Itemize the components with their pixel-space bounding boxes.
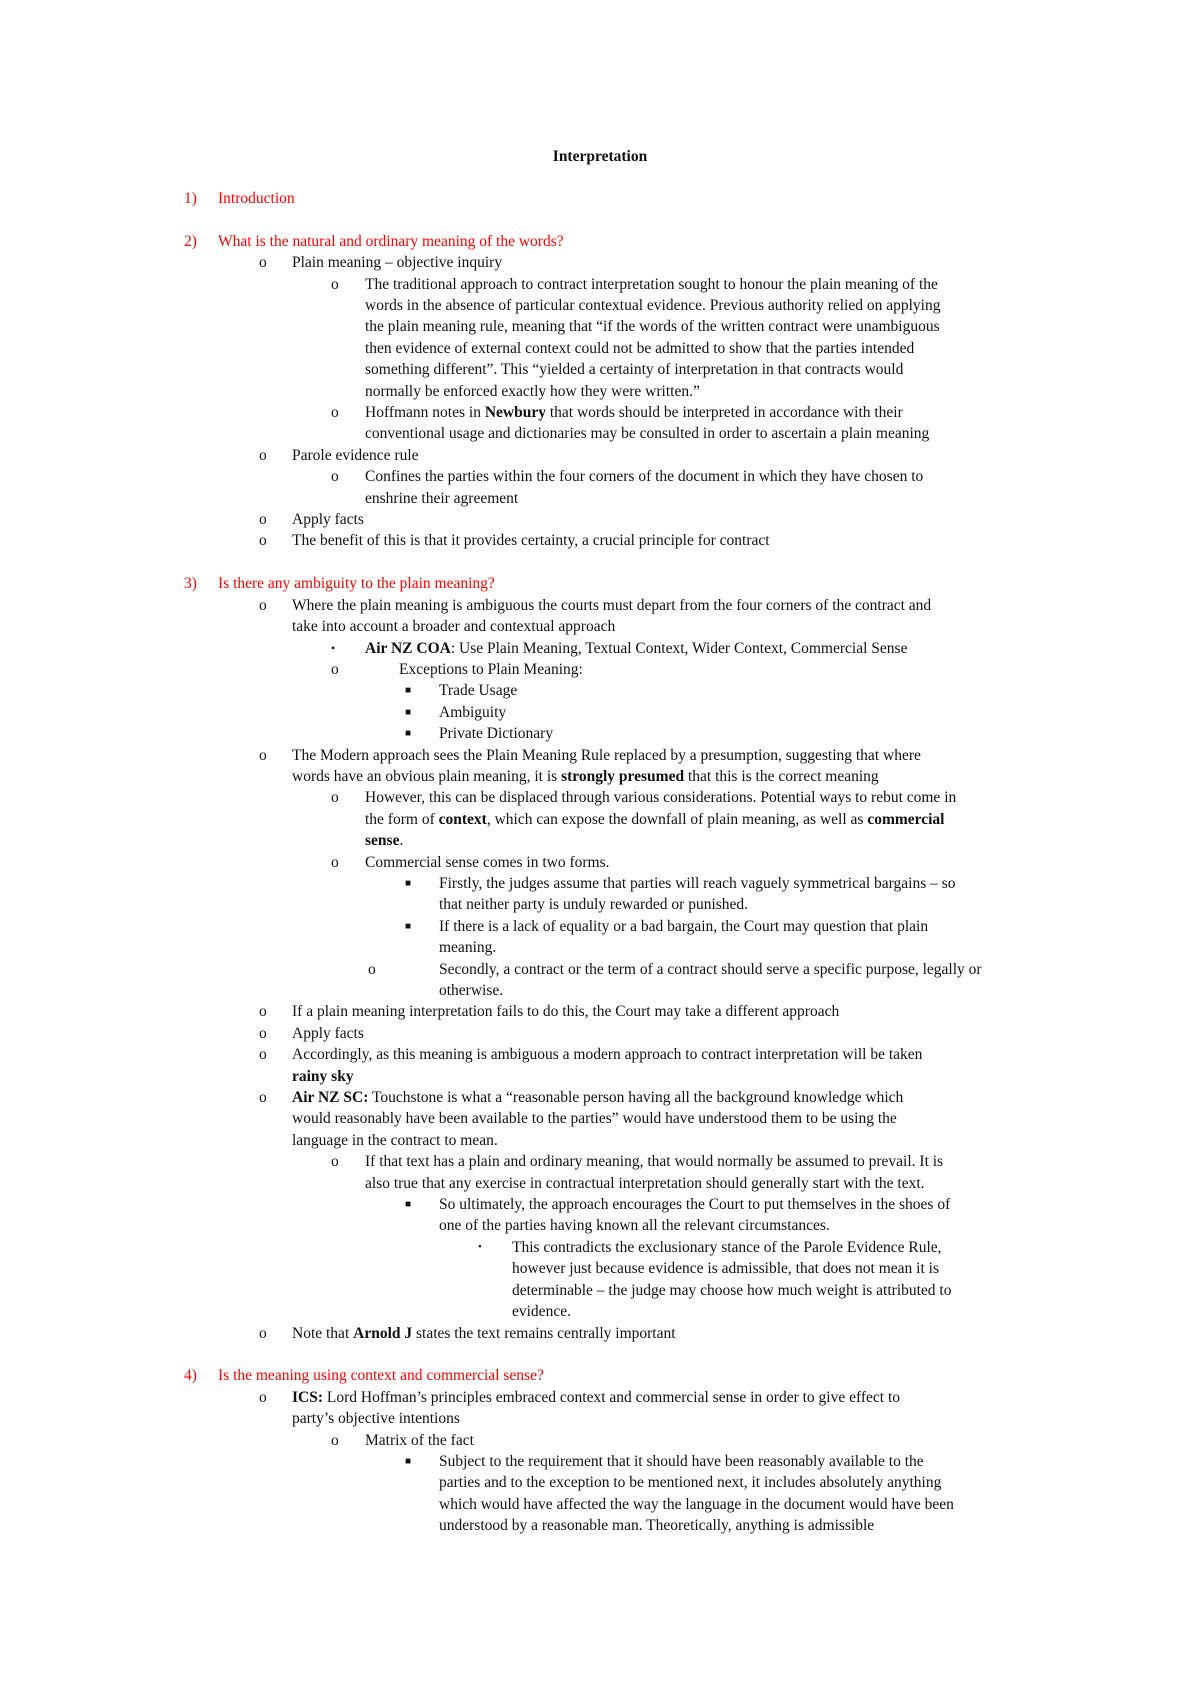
circle-bullet-icon: o <box>368 960 376 978</box>
section-1-heading <box>0 188 1200 209</box>
list-item-continuation: would reasonably have been available to the parties” would have understood them to be using the <box>292 1110 897 1128</box>
list-item: ■ Firstly, the judges assume that parties will reach vaguely symmetrical bargains – so <box>0 873 1200 894</box>
circle-bullet-icon: o <box>331 275 339 293</box>
emphasis: strongly presumed <box>561 767 685 785</box>
circle-bullet-icon: o <box>259 1388 267 1406</box>
square-bullet-icon: ■ <box>405 1199 412 1211</box>
list-item-continuation: enshrine their agreement <box>365 489 519 507</box>
section-heading-text: Is the meaning using context and commercial sense? <box>218 1367 544 1385</box>
case-name: Newbury <box>484 404 546 422</box>
list-item: o If that text has a plain and ordinary meaning, that would normally be assumed to prevail. It is <box>0 1151 1200 1172</box>
circle-bullet-icon: o <box>259 1324 267 1342</box>
list-item-continuation: meaning. <box>439 939 497 957</box>
circle-bullet-icon: o <box>259 1046 267 1064</box>
case-name: Air NZ COA <box>365 639 451 657</box>
emphasis: commercial <box>867 810 945 828</box>
list-item: o Matrix of the fact <box>0 1430 1200 1451</box>
square-bullet-icon: ■ <box>405 920 412 932</box>
circle-bullet-icon: o <box>259 254 267 272</box>
list-item-continuation: also true that any exercise in contractual interpretation should generally start with the text. <box>365 1174 925 1192</box>
case-name: Air NZ SC: <box>292 1089 369 1107</box>
list-item: o Hoffmann notes in Newbury that words should be interpreted in accordance with their <box>0 402 1200 423</box>
list-item: o The Modern approach sees the Plain Meaning Rule replaced by a presumption, suggesting that where <box>0 745 1200 766</box>
section-number: 2) <box>184 232 197 250</box>
circle-bullet-icon: o <box>331 853 339 871</box>
list-item: o Commercial sense comes in two forms. <box>0 852 1200 873</box>
list-item: o Confines the parties within the four corners of the document in which they have chosen to <box>0 466 1200 487</box>
case-name: Arnold J <box>353 1324 413 1342</box>
case-name: rainy sky <box>292 1067 354 1085</box>
circle-bullet-icon: o <box>331 468 339 486</box>
list-item-continuation: evidence. <box>512 1303 571 1321</box>
list-item: o Parole evidence rule <box>0 445 1200 466</box>
circle-bullet-icon: o <box>331 1431 339 1449</box>
list-item-continuation: then evidence of external context could not be admitted to show that the parties intended <box>365 339 915 357</box>
list-item-continuation: otherwise. <box>439 982 504 999</box>
circle-bullet-icon: o <box>259 596 267 614</box>
circle-bullet-icon: o <box>259 746 267 764</box>
list-item: ■ Trade Usage <box>0 680 1200 701</box>
emphasis: sense <box>365 832 400 850</box>
list-item-continuation: the plain meaning rule, meaning that “if the words of the written contract were unambiguous <box>365 318 940 336</box>
list-item-continuation: that neither party is unduly rewarded or punished. <box>439 896 749 914</box>
section-3-heading <box>0 573 1200 594</box>
circle-bullet-icon: o <box>259 446 267 464</box>
section-2-heading <box>0 231 1200 252</box>
list-item-continuation: the form of context, which can expose the downfall of plain meaning, as well as commercial <box>365 810 945 828</box>
section-number: 1) <box>184 190 197 207</box>
circle-bullet-icon: o <box>259 511 267 529</box>
list-item: o Apply facts <box>0 1023 1200 1044</box>
case-name: ICS: <box>292 1388 324 1406</box>
square-bullet-icon: ■ <box>405 728 412 740</box>
list-item-continuation: parties and to the exception to be mentioned next, it includes absolutely anything <box>439 1474 942 1492</box>
list-item: o However, this can be displaced through various considerations. Potential ways to rebut come in <box>0 787 1200 808</box>
list-item-continuation <box>0 1066 1200 1087</box>
document-title: Interpretation <box>552 148 648 165</box>
list-item-continuation: words have an obvious plain meaning, it is strongly presumed that this is the correct meaning <box>292 767 879 785</box>
circle-bullet-icon: o <box>259 1089 267 1107</box>
list-item-continuation: determinable – the judge may choose how much weight is attributed to <box>512 1281 952 1299</box>
circle-bullet-icon: o <box>331 660 339 678</box>
list-item: ■ Ambiguity <box>0 702 1200 723</box>
list-item: ■ So ultimately, the approach encourages the Court to put themselves in the shoes of <box>0 1194 1200 1215</box>
dot-bullet-icon: • <box>331 640 336 655</box>
square-bullet-icon: ■ <box>405 706 412 718</box>
circle-bullet-icon: o <box>259 1024 267 1042</box>
list-item-continuation: something different”. This “yielded a certainty of interpretation in that contracts would <box>365 361 904 379</box>
circle-bullet-icon: o <box>331 404 339 422</box>
document-body <box>0 188 1200 1537</box>
circle-bullet-icon: o <box>259 532 267 550</box>
list-item: o If a plain meaning interpretation fails to do this, the Court may take a different approach <box>0 1001 1200 1022</box>
list-item: • Air NZ COA: Use Plain Meaning, Textual Context, Wider Context, Commercial Sense <box>0 638 1200 659</box>
circle-bullet-icon: o <box>259 1003 267 1021</box>
section-heading-text: What is the natural and ordinary meaning of the words? <box>218 232 564 250</box>
list-item-continuation: conventional usage and dictionaries may be consulted in order to ascertain a plain meaning <box>365 425 930 443</box>
list-item-continuation: however just because evidence is admissible, that does not mean it is <box>512 1260 939 1278</box>
list-item-continuation: words in the absence of particular contextual evidence. Previous authority relied on applying <box>365 297 941 315</box>
list-item: o Air NZ SC: Touchstone is what a “reasonable person having all the background knowledge which <box>0 1087 1200 1108</box>
square-bullet-icon: ■ <box>405 1455 412 1467</box>
list-item: o The benefit of this is that it provides certainty, a crucial principle for contract <box>0 530 1200 551</box>
list-item: ■ Private Dictionary <box>0 723 1200 744</box>
list-item: o The traditional approach to contract interpretation sought to honour the plain meaning of the <box>0 274 1200 295</box>
list-item: o Plain meaning – objective inquiry <box>0 252 1200 273</box>
circle-bullet-icon: o <box>331 1153 339 1171</box>
square-bullet-icon: ■ <box>405 685 412 697</box>
emphasis: context <box>438 810 487 828</box>
list-item-continuation: language in the contract to mean. <box>292 1131 498 1149</box>
spacer <box>0 1344 1200 1365</box>
list-item-continuation: normally be enforced exactly how they were written.” <box>365 382 700 400</box>
spacer <box>0 552 1200 573</box>
list-item: o Apply facts <box>0 509 1200 530</box>
list-item-continuation: party’s objective intentions <box>292 1410 460 1428</box>
list-item-continuation: which would have affected the way the language in the document would have been <box>439 1495 954 1513</box>
list-item: ■ Subject to the requirement that it should have been reasonably available to the <box>0 1451 1200 1472</box>
spacer <box>0 209 1200 230</box>
section-4-heading <box>0 1365 1200 1386</box>
list-item: o Where the plain meaning is ambiguous the courts must depart from the four corners of the contract and <box>0 595 1200 616</box>
section-heading-text: Introduction <box>218 190 295 207</box>
section-number: 4) <box>184 1367 197 1385</box>
list-item-continuation: understood by a reasonable man. Theoretically, anything is admissible <box>439 1517 875 1535</box>
list-item: o Exceptions to Plain Meaning: <box>0 659 1200 680</box>
list-item: o Secondly, a contract or the term of a contract should serve a specific purpose, legally or <box>0 959 1200 980</box>
list-item-continuation: take into account a broader and contextual approach <box>292 618 616 636</box>
circle-bullet-icon: o <box>331 789 339 807</box>
list-item: o Accordingly, as this meaning is ambiguous a modern approach to contract interpretation will be taken <box>0 1044 1200 1065</box>
section-heading-text: Is there any ambiguity to the plain meaning? <box>218 575 495 593</box>
square-bullet-icon: ■ <box>405 877 412 889</box>
list-item-continuation: sense. <box>365 832 404 850</box>
list-item-continuation: one of the parties having known all the relevant circumstances. <box>439 1217 830 1235</box>
dot-bullet-icon: • <box>478 1240 482 1253</box>
list-item: • This contradicts the exclusionary stance of the Parole Evidence Rule, <box>0 1237 1200 1258</box>
section-number: 3) <box>184 575 197 593</box>
list-item: ■ If there is a lack of equality or a bad bargain, the Court may question that plain <box>0 916 1200 937</box>
list-item: o Note that Arnold J states the text remains centrally important <box>0 1323 1200 1344</box>
list-item: o ICS: Lord Hoffman’s principles embraced context and commercial sense in order to give effect to <box>0 1387 1200 1408</box>
